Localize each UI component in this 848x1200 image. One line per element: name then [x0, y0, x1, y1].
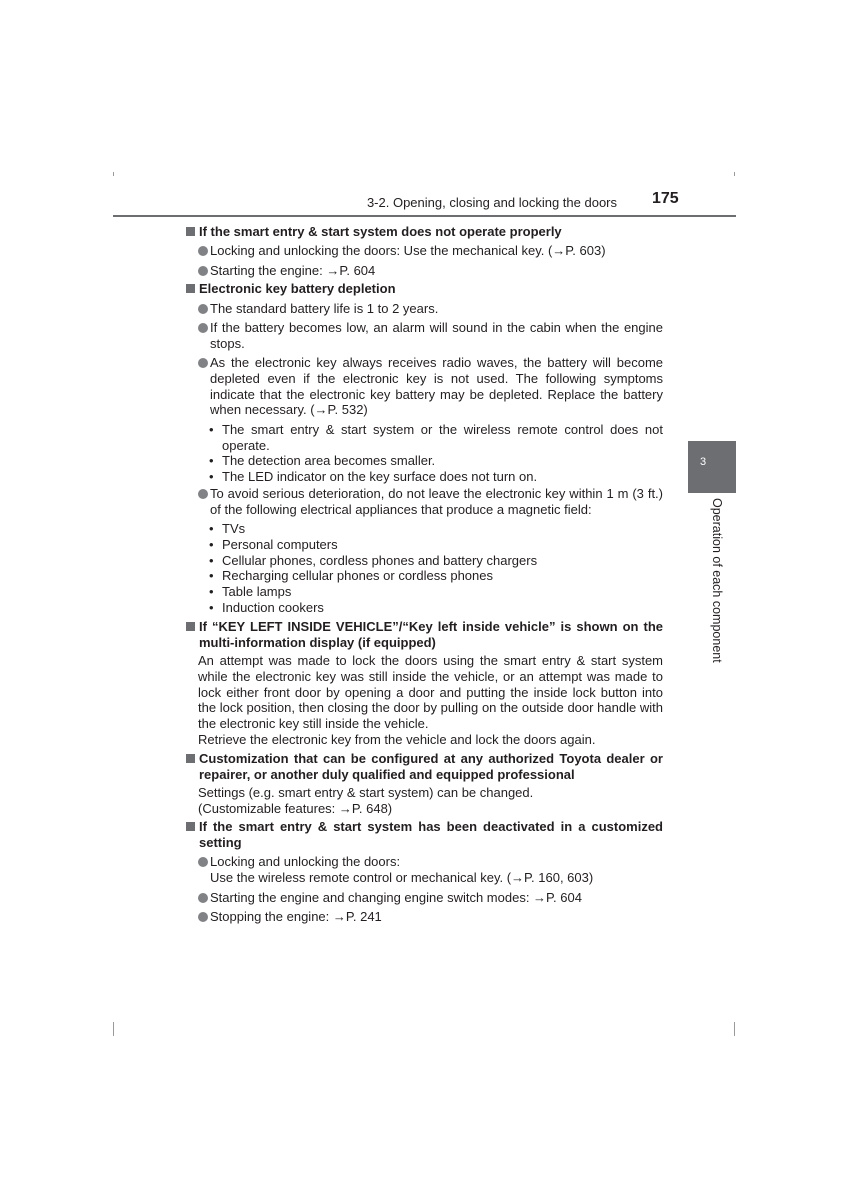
symptom-list [209, 422, 663, 485]
list-item: Locking and unlocking the doors: Use the mechanical key. (→P. 603) [197, 243, 663, 259]
page-content [184, 224, 663, 925]
chapter-number: 3 [700, 456, 707, 468]
paragraph: Settings (e.g. smart entry & start system) can be changed. [198, 784, 534, 800]
chapter-tab [688, 441, 736, 493]
paragraph: Retrieve the electronic key from the vehicle and lock the doors again. [198, 731, 596, 747]
list-item: As the electronic key always receives radio waves, the battery will become depleted even if the electronic key is not used. The following symptoms indicate that the electronic key battery may be depleted. Replace the battery when necessary. (→P. 532) [197, 355, 663, 418]
sub-list-item: • The LED indicator on the key surface does not turn on. [209, 469, 538, 485]
paragraph: (Customizable features: →P. 648) [198, 800, 393, 816]
header-rule [113, 215, 736, 217]
square-bullet-icon [186, 227, 195, 236]
sub-list-item: • Table lamps [209, 584, 292, 600]
section-heading: Customization that can be configured at any authorized Toyota dealer or repairer, or another duly qualified and equipped professional [184, 751, 663, 783]
list-item: If the battery becomes low, an alarm will sound in the cabin when the engine stops. [197, 320, 663, 352]
paragraph: An attempt was made to lock the doors using the smart entry & start system while the electronic key was still inside the vehicle, or an attempt was made to lock either front door by opening a door and putting the inside lock button into the lock position, then closing the door by pulling on the outside door handle with the electronic key still inside the vehicle. [198, 652, 663, 732]
section-heading: If “KEY LEFT INSIDE VEHICLE”/“Key left inside vehicle” is shown on the multi-information display (if equipped) [184, 619, 663, 651]
section-title: 3-2. Opening, closing and locking the doors [366, 195, 617, 210]
circle-bullet-icon [198, 893, 208, 903]
sub-list-item: • TVs [209, 521, 246, 537]
circle-bullet-icon [198, 489, 208, 499]
square-bullet-icon [186, 622, 195, 631]
page-number: 175 [652, 190, 679, 207]
list-item: The standard battery life is 1 to 2 years. [197, 301, 663, 317]
square-bullet-icon [186, 754, 195, 763]
list-item: Starting the engine: →P. 604 [197, 263, 663, 279]
circle-bullet-icon [198, 323, 208, 333]
circle-bullet-icon [198, 266, 208, 276]
sub-list-item: • The smart entry & start system or the wireless remote control does not operate. [209, 421, 663, 453]
section-heading: Electronic key battery depletion [184, 281, 663, 297]
appliance-list [209, 521, 663, 616]
list-item: Stopping the engine: →P. 241 [197, 909, 663, 925]
section-heading: If the smart entry & start system does not operate properly [184, 224, 663, 240]
sub-list-item: • Induction cookers [209, 600, 324, 616]
crop-mark-bottom-left [113, 1022, 114, 1036]
crop-mark-bottom-right [734, 1022, 735, 1036]
circle-bullet-icon [198, 358, 208, 368]
circle-bullet-icon [198, 857, 208, 867]
square-bullet-icon [186, 822, 195, 831]
list-item: Starting the engine and changing engine switch modes: →P. 604 [197, 890, 663, 906]
sub-list-item: • Cellular phones, cordless phones and battery chargers [209, 552, 538, 568]
list-item: Locking and unlocking the doors: Use the wireless remote control or mechanical key. (→P. 160, 603) [197, 854, 663, 886]
sub-list-item: • The detection area becomes smaller. [209, 453, 436, 469]
sub-list-item: • Recharging cellular phones or cordless phones [209, 568, 493, 584]
crop-mark-top-left [113, 172, 114, 176]
list-item: To avoid serious deterioration, do not leave the electronic key within 1 m (3 ft.) of the following electrical appliances that produce a magnetic field: [197, 486, 663, 518]
chapter-label: Operation of each component [710, 498, 724, 663]
section-heading: If the smart entry & start system has been deactivated in a customized setting [184, 819, 663, 851]
circle-bullet-icon [198, 912, 208, 922]
circle-bullet-icon [198, 246, 208, 256]
circle-bullet-icon [198, 304, 208, 314]
square-bullet-icon [186, 284, 195, 293]
crop-mark-top-right [734, 172, 735, 176]
sub-list-item: • Personal computers [209, 536, 338, 552]
